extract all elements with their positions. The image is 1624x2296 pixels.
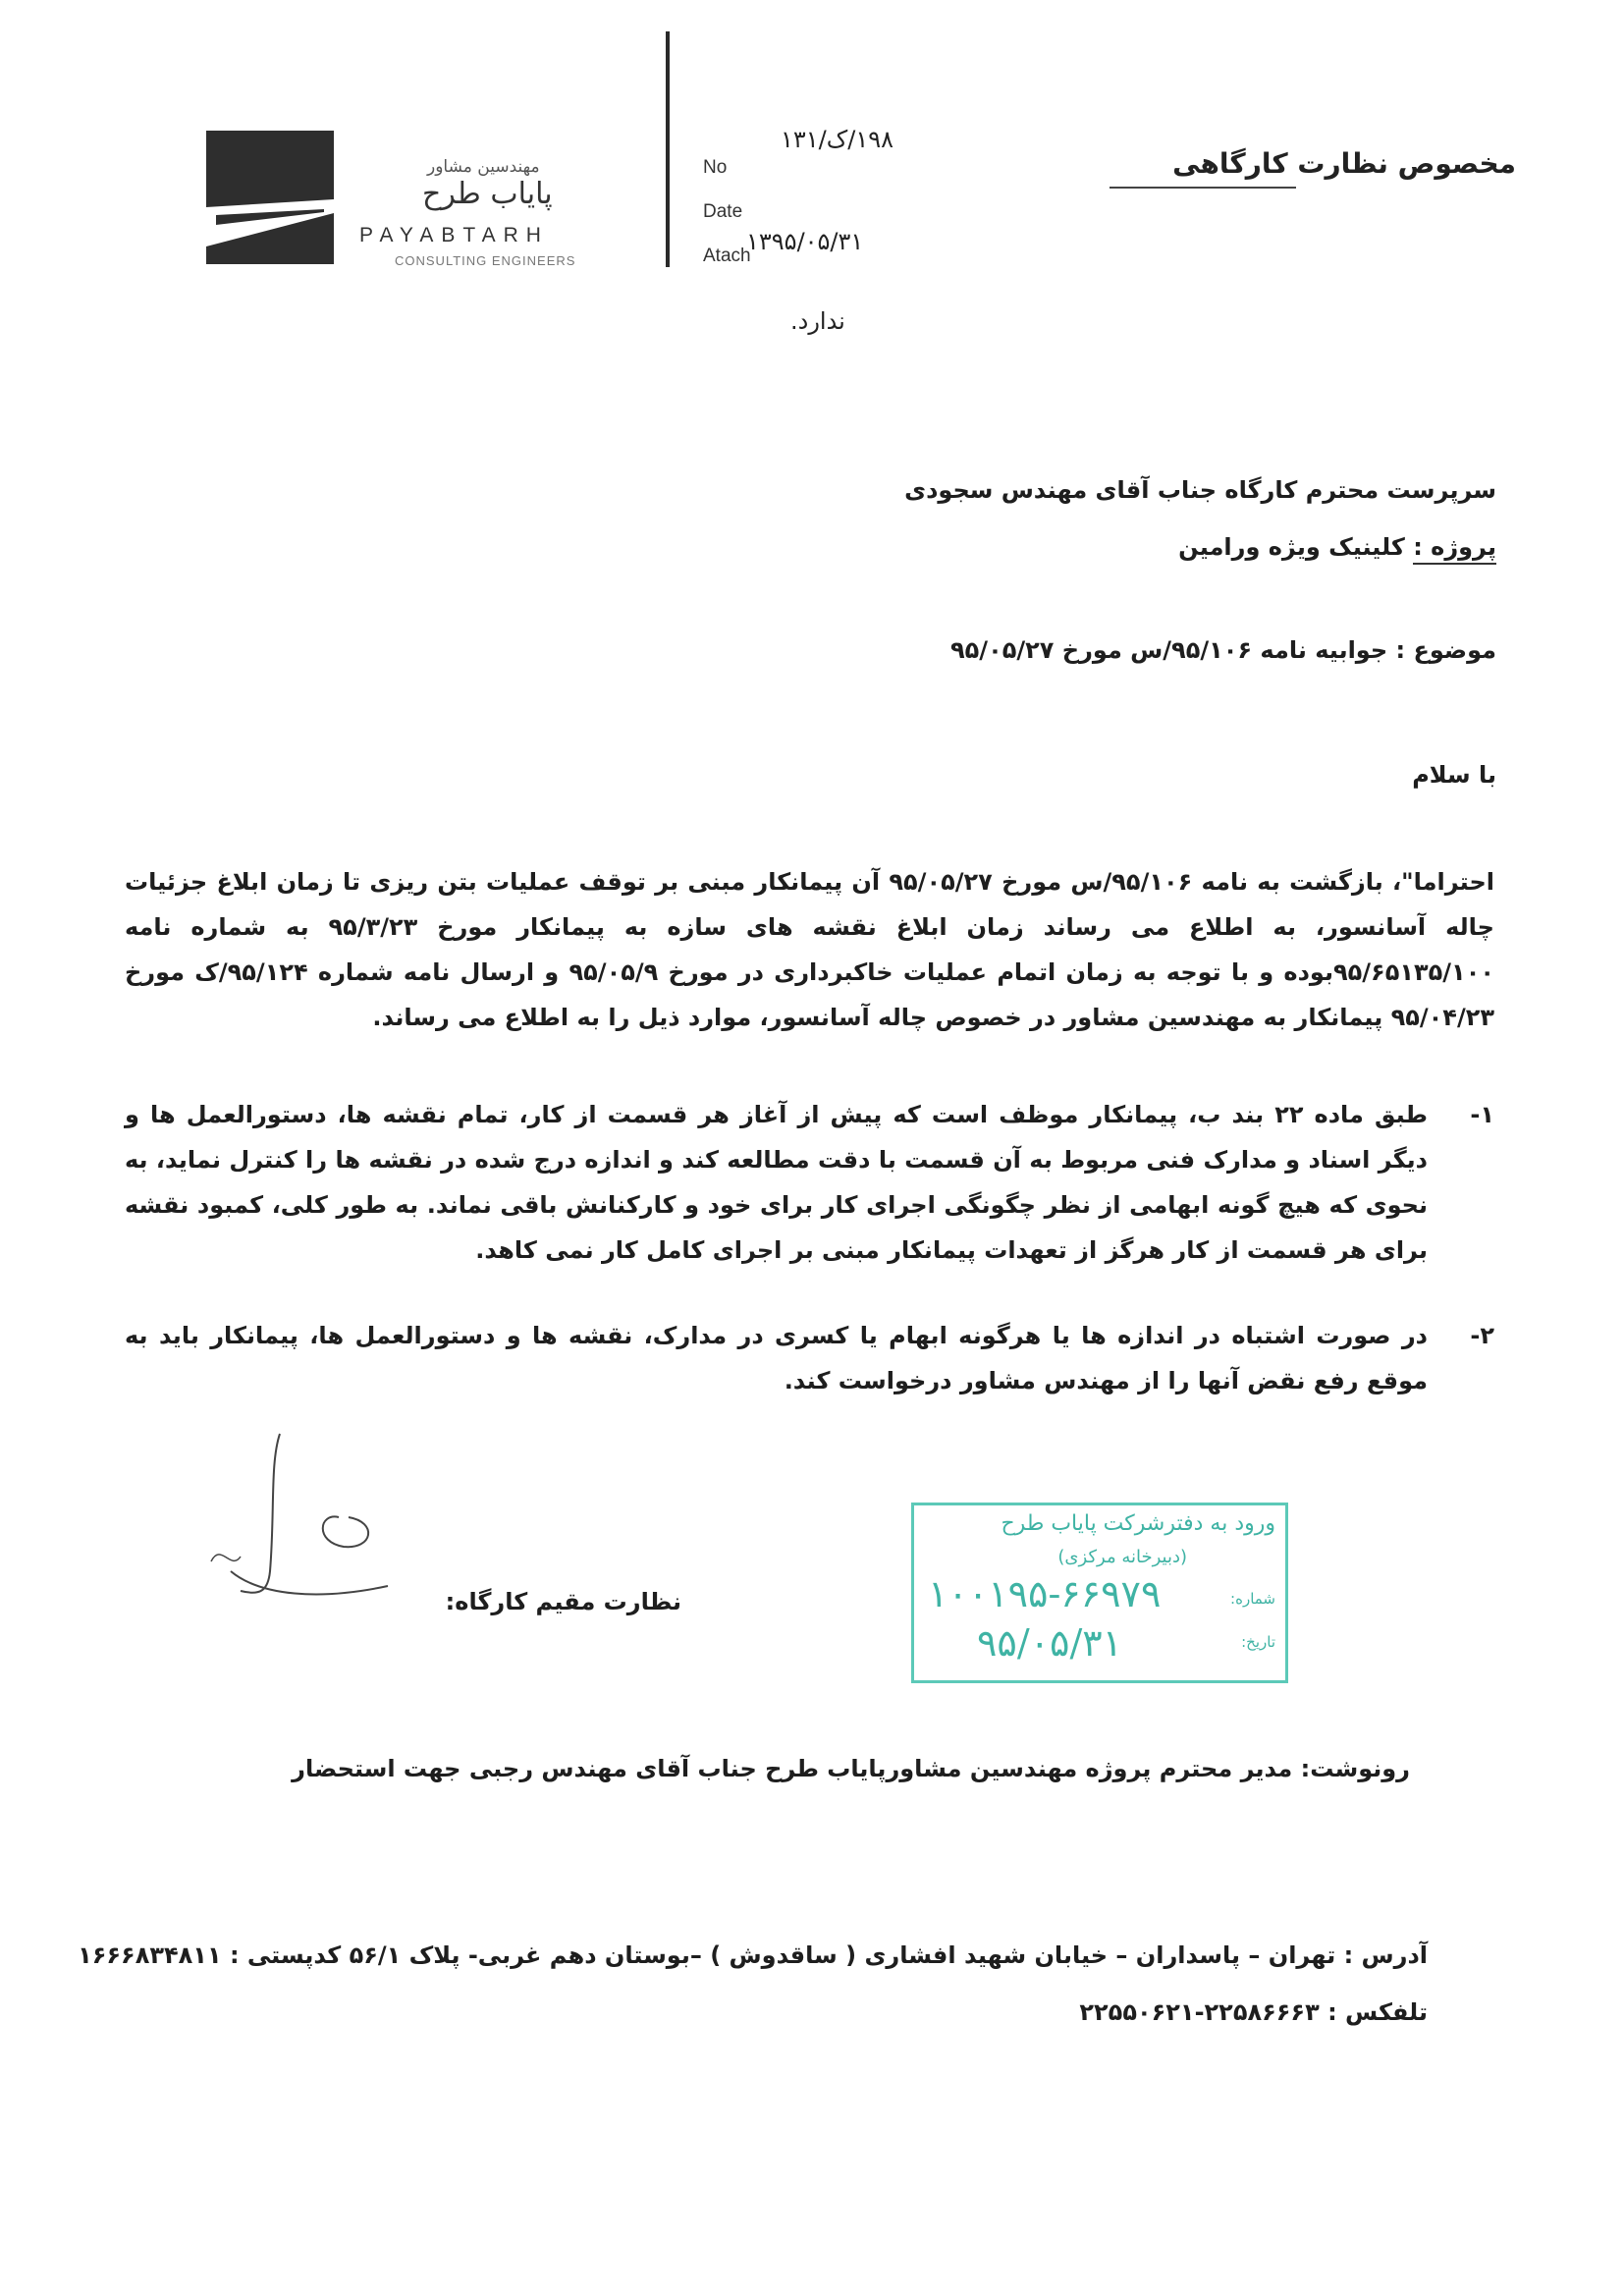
stamp-date-label: تاریخ: (1241, 1633, 1275, 1651)
list-item-text: طبق ماده ۲۲ بند ب، پیمانکار موظف است که پیش از آغاز هر قسمت از کار، تمام نقشه ها، دستورالعمل ها و دیگر اسناد و مدارک فنی مربوط به آن قسمت با دقت مطالعه کند و اندازه درج شده در نقشه ها را کنترل نماید، به نحوی که هیچ گونه ابهامی از نظر چگونگی اجرای کار برای خود و کارکنانش باقی نماند. به طور کلی، کمبود نقشه برای هر قسمت از کار هرگز از تعهدات پیمانکار مبنی بر اجرای کامل کار نمی کاهد. (125, 1101, 1428, 1264)
label-date: Date (703, 201, 743, 222)
stamp-title: ورود به دفترشرکت پایاب طرح (1001, 1511, 1275, 1536)
list-item-text: در صورت اشتباه در اندازه ها یا هرگونه ابهام یا کسری در مدارک، نقشه ها و دستورالعمل ها، پیمانکار باید به موقع رفع نقض آنها را از مهندس مشاور درخواست کند. (125, 1322, 1428, 1394)
company-name-en: PAYABTARH (359, 224, 549, 246)
main-paragraph: احتراما"، بازگشت به نامه ۹۵/۱۰۶/س مورخ ۹۵/۰۵/۲۷ آن پیمانکار مبنی بر توقف عملیات بتن ریزی تا زمان ابلاغ جزئیات چاله آسانسور، به اطلاع می رساند زمان ابلاغ نقشه های سازه به پیمانکار مورخ ۹۵/۳/۲۳ به شماره نامه ۹۵/۶۵۱۳۵/۱۰۰بوده و با توجه به زمان اتمام عملیات خاکبرداری در مورخ ۹۵/۰۵/۹ و ارسال نامه شماره ۹۵/۱۲۴/ک مورخ ۹۵/۰۴/۲۳ پیمانکار به مهندسین مشاور در خصوص چاله آسانسور، موارد ذیل را به اطلاع می رساند. (125, 868, 1494, 1031)
footer-phone: تلفکس : ۲۲۵۸۶۶۶۳-۲۲۵۵۰۶۲۱ (1079, 1998, 1428, 2026)
greeting: با سلام (1412, 761, 1496, 789)
company-name-fa: پایاب طرح (422, 177, 553, 211)
label-atach: Atach (703, 246, 751, 266)
stamp-number-value: ۱۰۰۱۹۵-۶۶۹۷۹ (928, 1572, 1162, 1615)
confidential-underline (1110, 187, 1296, 189)
project-line (1178, 533, 1496, 561)
stamp-date-value: ۹۵/۰۵/۳۱ (977, 1621, 1123, 1665)
signature-label: نظارت مقیم کارگاه: (445, 1588, 681, 1615)
list-item (125, 1092, 1494, 1273)
company-logo (206, 131, 334, 264)
registration-stamp (911, 1503, 1288, 1683)
handwritten-signature (201, 1424, 407, 1624)
letter-number: ۱۹۸/ک/۱۳۱ (781, 126, 893, 153)
list-item-number: ۲- (1470, 1322, 1494, 1349)
company-name-fa-small: مهندسین مشاور (427, 157, 540, 177)
project-label: پروژه : (1413, 533, 1496, 565)
confidential-title: مخصوص نظارت کارگاهی (1172, 147, 1516, 180)
company-name-en-sub: CONSULTING ENGINEERS (395, 253, 576, 268)
project-name: کلینیک ویژه ورامین (1178, 533, 1405, 561)
stamp-subtitle: (دبیرخانه مرکزی) (1057, 1547, 1187, 1567)
header-divider (666, 31, 670, 267)
list-item (125, 1313, 1494, 1403)
list-item-number: ۱- (1470, 1101, 1494, 1128)
carbon-copy: رونوشت: مدیر محترم پروژه مهندسین مشاورپایاب طرح جناب آقای مهندس رجبی جهت استحضار (292, 1755, 1410, 1782)
letter-date: ۱۳۹۵/۰۵/۳۱ (746, 228, 864, 255)
attachment-value: ندارد. (790, 307, 845, 335)
subject: موضوع : جوابیه نامه ۹۵/۱۰۶/س مورخ ۹۵/۰۵/۲۷ (950, 636, 1496, 664)
recipient: سرپرست محترم کارگاه جناب آقای مهندس سجودی (904, 476, 1496, 504)
label-no: No (703, 157, 728, 178)
footer-address: آدرس : تهران – پاسداران – خیابان شهید افشاری ( ساقدوش ) –بوستان دهم غربی- پلاک ۵۶/۱ کدپستی : ۱۶۶۶۸۳۴۸۱۱ (78, 1941, 1428, 1969)
stamp-number-label: شماره: (1230, 1590, 1275, 1608)
